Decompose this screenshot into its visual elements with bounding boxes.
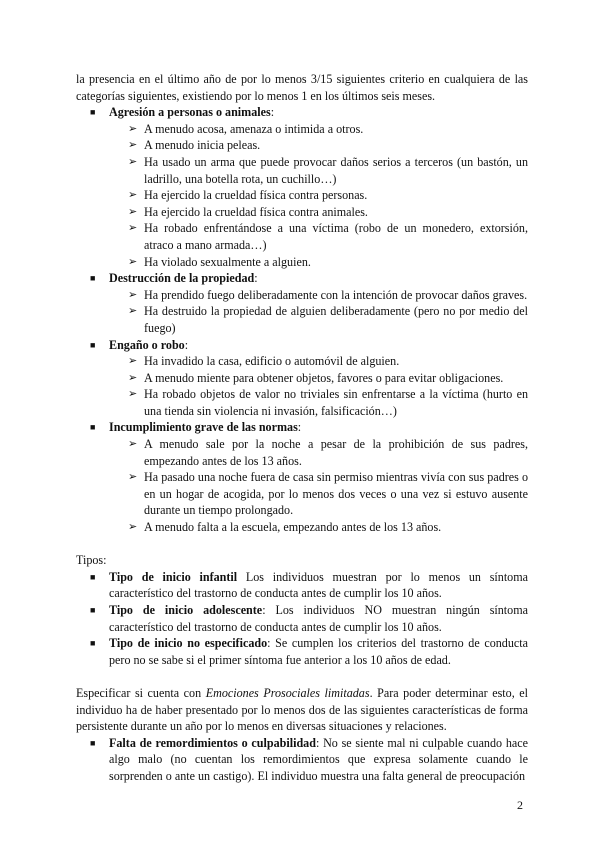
prosocial-item-title: Falta de remordimientos o culpabilidad: [109, 735, 316, 750]
tipo-item-text: : Los individuos NO muestran ningún síntoma característico del trastorno de conducta antes de cumplir los 10 años.: [109, 603, 528, 634]
criterion-text: Ha robado enfrentándose a una víctima (robo de un monedero, extorsión, atraco a mano armada…): [144, 221, 528, 252]
criterion-text: Ha usado un arma que puede provocar daños serios a terceros (un bastón, un ladrillo, una botella rota, un cuchillo…): [144, 154, 528, 186]
criterion-item: [76, 519, 528, 536]
colon: :: [254, 271, 258, 286]
square-bullet-icon: ■: [90, 273, 96, 284]
arrow-bullet-icon: ➢: [128, 122, 138, 135]
arrow-bullet-icon: ➢: [128, 305, 138, 318]
category-title: Incumplimiento grave de las normas: [109, 420, 298, 435]
especificar-italic: Emociones Prosociales limitadas: [205, 685, 370, 700]
criterion-text: Ha ejercido la crueldad física contra personas.: [144, 188, 368, 203]
criterion-text: A menudo sale por la noche a pesar de la prohibición de sus padres, empezando antes de los 13 años.: [144, 437, 528, 468]
square-bullet-icon: ■: [90, 339, 96, 350]
criterion-item: [76, 254, 528, 271]
intro-paragraph: la presencia en el último año de por lo menos 3/15 siguientes criterio en cualquiera de las categorías siguientes, existiendo por lo menos 1 en los últimos seis meses.: [76, 72, 528, 103]
criterion-text: Ha pasado una noche fuera de casa sin permiso mientras vivía con sus padres o en un hogar de acogida, por lo menos dos veces o una vez si estuvo ausente durante un tiempo prolongado.: [144, 470, 528, 518]
especificar-paragraph: [76, 685, 528, 735]
spacer: [76, 668, 528, 685]
criterion-text: Ha invadido la casa, edificio o automóvil de alguien.: [144, 354, 400, 369]
criterion-item: [76, 137, 528, 154]
criterion-item: [76, 353, 528, 370]
category-title: Engaño o robo: [109, 337, 185, 352]
criterion-text: Ha destruido la propiedad de alguien deliberadamente (pero no por medio del fuego): [144, 304, 528, 335]
arrow-bullet-icon: ➢: [128, 388, 138, 401]
criteria-categories: [76, 104, 528, 535]
criterion-item: [76, 386, 528, 419]
tipo-item-text: : Se cumplen los criterios del trastorno de conducta pero no se sabe si el primer síntoma fue anterior a los 10 años de edad.: [109, 636, 528, 667]
especificar-after: . Para poder determinar esto, el individuo ha de haber presentado por lo menos dos de las siguientes características de forma persistente durante un año por lo menos en diversas situaciones y relaciones.: [76, 685, 528, 734]
criterion-item: [76, 469, 528, 519]
tipos-list: [76, 569, 528, 669]
category-item: [76, 337, 528, 354]
category-item: [76, 104, 528, 121]
criterion-text: A menudo acosa, amenaza o intimida a otros.: [144, 121, 364, 136]
tipo-item: [76, 569, 528, 602]
arrow-bullet-icon: ➢: [128, 521, 138, 534]
tipo-item: [76, 635, 528, 668]
arrow-bullet-icon: ➢: [128, 355, 138, 368]
arrow-bullet-icon: ➢: [128, 222, 138, 235]
criterion-text: Ha prendido fuego deliberadamente con la intención de provocar daños graves.: [144, 287, 528, 302]
page-content: [76, 71, 528, 785]
criterion-item: [76, 121, 528, 138]
criterion-text: A menudo miente para obtener objetos, favores o para evitar obligaciones.: [144, 370, 504, 385]
category-item: [76, 419, 528, 436]
square-bullet-icon: ■: [90, 605, 96, 615]
especificar-before: Especificar si cuenta con: [76, 685, 206, 700]
criterion-item: [76, 154, 528, 187]
category-title: Destrucción de la propiedad: [109, 271, 255, 286]
criterion-text: A menudo inicia peleas.: [144, 138, 261, 153]
square-bullet-icon: ■: [90, 107, 96, 118]
criterion-text: Ha robado objetos de valor no triviales sin enfrentarse a la víctima (hurto en una tienda sin violencia ni invasión, falsificación…): [144, 387, 528, 418]
criterion-item: [76, 370, 528, 387]
colon: :: [270, 105, 275, 120]
square-bullet-icon: ■: [90, 571, 96, 582]
tipo-item-title: Tipo de inicio no especificado: [109, 636, 268, 651]
criterion-text: Ha violado sexualmente a alguien.: [144, 254, 311, 269]
prosocial-list: [76, 735, 528, 785]
square-bullet-icon: ■: [90, 422, 96, 433]
arrow-bullet-icon: ➢: [128, 155, 138, 168]
criterion-item: [76, 220, 528, 253]
arrow-bullet-icon: ➢: [128, 438, 138, 451]
page-number: 2: [517, 798, 523, 812]
arrow-bullet-icon: ➢: [128, 189, 138, 202]
criterion-item: [76, 204, 528, 221]
tipo-item: [76, 602, 528, 635]
criterion-item: [76, 287, 528, 304]
criterion-text: A menudo falta a la escuela, empezando antes de los 13 años.: [144, 520, 442, 535]
tipo-item-title: Tipo de inicio infantil: [109, 569, 238, 584]
arrow-bullet-icon: ➢: [128, 371, 138, 384]
criterion-item: [76, 187, 528, 204]
square-bullet-icon: ■: [90, 737, 96, 748]
arrow-bullet-icon: ➢: [128, 471, 138, 484]
spacer: [76, 536, 528, 553]
prosocial-item-text: : No se siente mal ni culpable cuando hace algo malo (no cuentan los remordimientos que expresa solamente cuando le sorprenden o ante un castigo). El individuo muestra una falta general de preocupación: [109, 735, 528, 783]
criterion-text: Ha ejercido la crueldad física contra animales.: [144, 204, 368, 219]
arrow-bullet-icon: ➢: [128, 139, 138, 152]
square-bullet-icon: ■: [90, 638, 96, 649]
arrow-bullet-icon: ➢: [128, 255, 138, 268]
tipo-item-title: Tipo de inicio adolescente: [109, 603, 263, 617]
tipos-heading: Tipos:: [76, 553, 107, 568]
category-item: [76, 270, 528, 287]
arrow-bullet-icon: ➢: [128, 205, 138, 218]
tipo-item-text: Los individuos muestran por lo menos un síntoma característico del trastorno de conducta antes de cumplir los 10 años.: [109, 569, 529, 601]
criterion-item: [76, 436, 528, 469]
arrow-bullet-icon: ➢: [128, 288, 138, 301]
colon: :: [184, 337, 189, 352]
colon: :: [297, 420, 302, 435]
prosocial-item: [76, 735, 528, 785]
criterion-item: [76, 303, 528, 336]
category-title: Agresión a personas o animales: [109, 105, 271, 120]
